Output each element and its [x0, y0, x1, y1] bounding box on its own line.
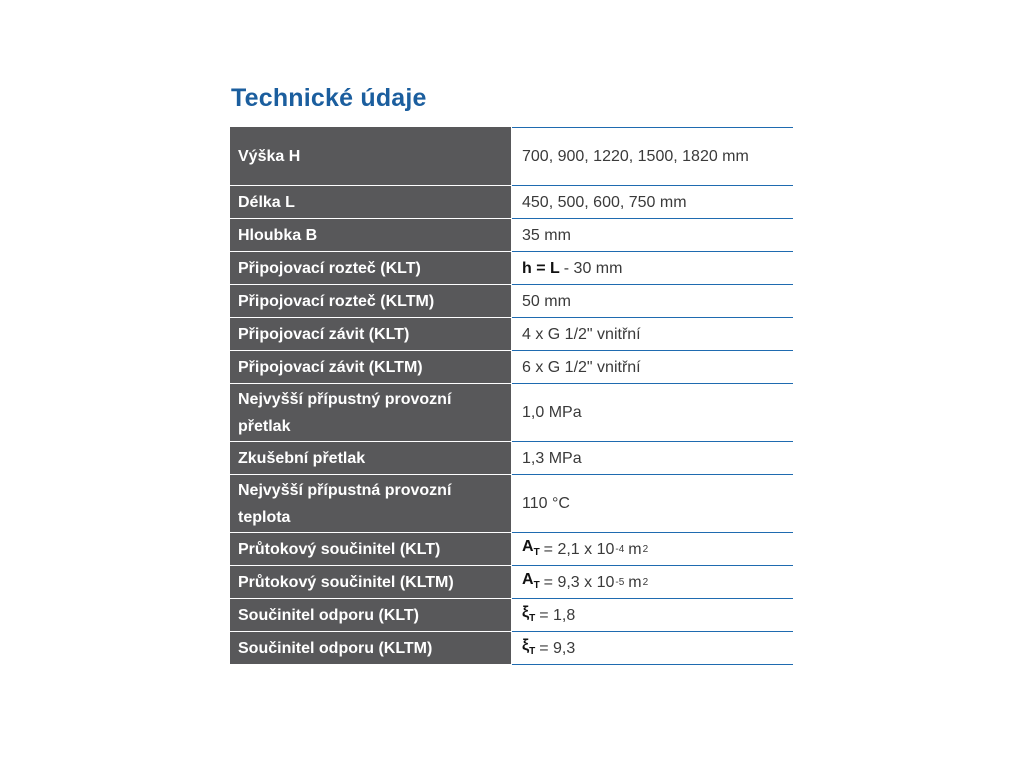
row-value — [512, 533, 793, 566]
formula-value: = 2,1 x 10 — [543, 540, 615, 558]
table-row — [230, 442, 793, 475]
unit: m — [628, 573, 642, 591]
row-label: Připojovací rozteč (KLT) — [230, 252, 511, 285]
table-row — [230, 632, 793, 665]
row-label: Nejvyšší přípustná provozní teplota — [230, 475, 511, 533]
row-value: 6 x G 1/2" vnitřní — [512, 351, 793, 384]
symbol-subscript: T — [533, 546, 540, 558]
value-bold-formula: h = L — [522, 259, 560, 277]
row-label: Hloubka B — [230, 219, 511, 252]
formula-symbol: $\xi_T$ — [522, 603, 536, 624]
table-row — [230, 599, 793, 632]
formula-symbol: $A_T$ — [522, 570, 540, 591]
table-row — [230, 219, 793, 252]
symbol-subscript: T — [533, 579, 540, 591]
unit-exponent: 2 — [642, 576, 649, 588]
row-value — [512, 632, 793, 665]
exponent: -4 — [615, 543, 625, 555]
table-row — [230, 533, 793, 566]
row-label: Součinitel odporu (KLT) — [230, 599, 511, 632]
row-label: Průtokový součinitel (KLTM) — [230, 566, 511, 599]
row-label: Nejvyšší přípustný provozní přetlak — [230, 384, 511, 442]
table-row — [230, 566, 793, 599]
row-label: Průtokový součinitel (KLT) — [230, 533, 511, 566]
symbol-subscript: T — [529, 645, 536, 657]
page-title: Technické údaje — [231, 84, 427, 112]
row-label: Připojovací rozteč (KLTM) — [230, 285, 511, 318]
row-label: Zkušební přetlak — [230, 442, 511, 475]
row-value: 450, 500, 600, 750 mm — [512, 186, 793, 219]
row-value: 50 mm — [512, 285, 793, 318]
formula-value: = 9,3 x 10 — [543, 573, 615, 591]
row-value: 35 mm — [512, 219, 793, 252]
table-row — [230, 475, 793, 533]
row-label: Připojovací závit (KLTM) — [230, 351, 511, 384]
row-value: 1,0 MPa — [512, 384, 793, 442]
formula-value: = 1,8 — [539, 606, 576, 624]
unit: m — [628, 540, 642, 558]
table-row — [230, 384, 793, 442]
spec-table — [230, 127, 793, 665]
row-label: Součinitel odporu (KLTM) — [230, 632, 511, 665]
formula-symbol: $A_T$ — [522, 537, 540, 558]
formula-value: = 9,3 — [539, 639, 576, 657]
row-label: Výška H — [230, 127, 511, 186]
row-value: 110 °C — [512, 475, 793, 533]
table-row — [230, 285, 793, 318]
exponent: -5 — [615, 576, 625, 588]
row-value — [512, 566, 793, 599]
row-label: Připojovací závit (KLT) — [230, 318, 511, 351]
value-text: - 30 mm — [563, 259, 623, 277]
table-row — [230, 186, 793, 219]
row-value: 4 x G 1/2" vnitřní — [512, 318, 793, 351]
row-label: Délka L — [230, 186, 511, 219]
formula-symbol: $\xi_T$ — [522, 636, 536, 657]
table-row — [230, 318, 793, 351]
row-value — [512, 599, 793, 632]
table-row — [230, 252, 793, 285]
row-value: 1,3 MPa — [512, 442, 793, 475]
unit-exponent: 2 — [642, 543, 649, 555]
row-value — [512, 252, 793, 285]
symbol-subscript: T — [529, 612, 536, 624]
table-row — [230, 127, 793, 186]
table-row — [230, 351, 793, 384]
row-value: 700, 900, 1220, 1500, 1820 mm — [512, 127, 793, 186]
